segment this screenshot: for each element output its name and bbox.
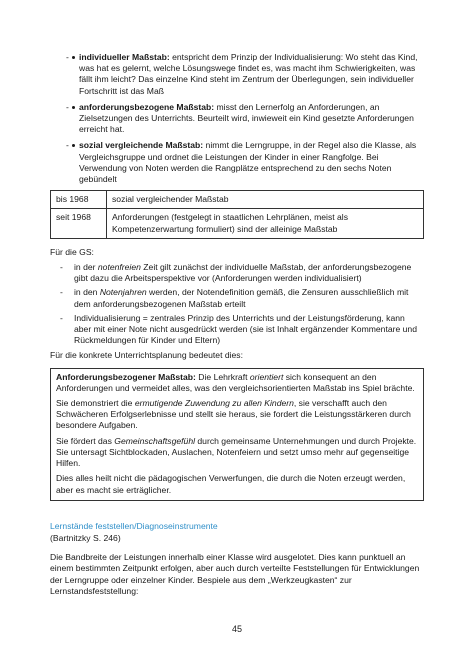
bullet-icon bbox=[72, 144, 75, 147]
item-emphasis: Notenjahren bbox=[99, 287, 147, 298]
list-item bbox=[50, 140, 424, 185]
bullet-text: entspricht dem Prinzip der Individualisierung: Wo steht das Kind, was hat es gelernt, welche Lösungswege findet es, was macht ihm Schwierigkeiten, was fällt ihm leicht? Das einzelne Kind steht im Zentrum der Überlegungen, sein individueller Fortschritt ist das Maß bbox=[79, 52, 418, 96]
bullet-term: sozial vergleichende Maßstab: bbox=[79, 140, 204, 151]
list-item bbox=[50, 287, 424, 309]
item-emphasis: notenfreien bbox=[97, 262, 141, 273]
box-text: Sie demonstriert die bbox=[56, 398, 135, 409]
box-text: sich konsequent an den Anforderungen und vermeidet alles, was den vergleichsorientierten Maßstab ins Spiel brächte. bbox=[56, 371, 415, 393]
list-item bbox=[50, 102, 424, 136]
box-paragraph bbox=[56, 436, 418, 470]
box-text: , sie verschafft auch den Schwächeren Erfolgserlebnisse und stellt sie heraus, sie fordert die Leistungsstärkeren durch besondere Aufgaben. bbox=[56, 398, 411, 431]
bullet-term: anforderungsbezogene Maßstab: bbox=[79, 101, 215, 112]
box-emphasis: Gemeinschaftsgefühl bbox=[114, 435, 196, 446]
box-paragraph bbox=[56, 398, 418, 432]
dash-marker: - bbox=[60, 312, 63, 323]
list-item bbox=[50, 52, 424, 97]
box-text: durch gemeinsame Unternehmungen und durch Projekte. Sie untersagt Sichtblockaden, Auslachen, Notenfeiern und setzt umso mehr auf gegenseitige Hilfen. bbox=[56, 435, 417, 469]
box-emphasis: orientiert bbox=[249, 371, 284, 382]
bullet-icon bbox=[72, 56, 75, 59]
section-heading: Lernstände feststellen/Diagnoseinstrumente bbox=[50, 520, 218, 531]
item-text: Zeit gilt zunächst der individuelle Maßstab, der anforderungsbezogene gibt dazu die Arbeitsperspektive vor (Anforderungen werden individualisiert) bbox=[74, 262, 412, 284]
box-text: Sie fördert das bbox=[56, 435, 115, 446]
box-text: Die Lehrkraft bbox=[195, 371, 250, 382]
gs-dash-list bbox=[50, 262, 424, 346]
section-reference: (Bartnitzky S. 246) bbox=[50, 532, 121, 543]
bullet-text: nimmt die Lerngruppe, in der Regel also die Klasse, als Vergleichsgruppe und ordnet die Leistungen der Kinder in einer Rangfolge. Bei Verwendung von Noten werden die Rangplätze entsprechend zu den sechs Noten gebündelt bbox=[79, 140, 417, 185]
table-cell-standard: Anforderungen (festgelegt in staatlichen Lehrplänen, meist als Kompetenzerwartung formuliert) sind der alleinige Maßstab bbox=[107, 209, 424, 238]
item-text: werden, der Notendefinition gemäß, die Zensuren ausschließlich mit dem anforderungsbezogenen Maßstab erteilt bbox=[74, 287, 409, 309]
list-item bbox=[50, 313, 424, 347]
dash-marker: - bbox=[66, 140, 69, 151]
box-paragraph: Dies alles heilt nicht die pädagogischen Verwerfungen, die durch die Noten erzeugt werden, aber es macht sie erträglicher. bbox=[56, 473, 406, 495]
dash-marker: - bbox=[66, 101, 69, 112]
table-row bbox=[51, 191, 424, 209]
item-text: Individualisierung = zentrales Prinzip des Unterrichts und der Leistungsförderung, kann aber mit einer Note nicht ausgedrückt werden (sie ist Inhalt ergänzender Kommentare und Rückmeldungen für Kinder und Eltern) bbox=[74, 312, 417, 346]
planning-heading: Für die konkrete Unterrichtsplanung bedeutet dies: bbox=[50, 350, 243, 361]
item-text: in den bbox=[74, 287, 100, 298]
item-text: in der bbox=[74, 262, 98, 273]
bullet-icon bbox=[72, 106, 75, 109]
dash-marker: - bbox=[66, 52, 69, 62]
page-number: 45 bbox=[231, 624, 242, 634]
table-cell-period: bis 1968 bbox=[51, 191, 107, 209]
table-cell-standard: sozial vergleichender Maßstab bbox=[107, 191, 424, 209]
list-item bbox=[50, 262, 424, 284]
era-table bbox=[50, 190, 424, 239]
gs-heading: Für die GS: bbox=[50, 246, 94, 257]
dash-marker: - bbox=[60, 287, 63, 298]
box-term: Anforderungsbezogener Maßstab: bbox=[56, 371, 196, 382]
standards-bullet-list bbox=[50, 52, 424, 185]
table-cell-period: seit 1968 bbox=[51, 209, 107, 238]
bullet-text: misst den Lernerfolg an Anforderungen, an Zielsetzungen des Unterrichts. Beurteilt wird, inwieweit ein Kind gesetzte Anforderungen erreicht hat. bbox=[79, 101, 414, 135]
planning-box bbox=[50, 368, 424, 501]
section-body: Die Bandbreite der Leistungen innerhalb einer Klasse wird ausgelotet. Dies kann punktuell an einem bestimmten Zeitpunkt erfolgen, aber auch durch verteilte Feststellungen für Entwicklungen der Lerngruppe oder einzelner Kinder. Bespiele aus dem „Werkzeugkasten“ zur Lernstandsfeststellung: bbox=[50, 552, 420, 596]
bullet-term: individueller Maßstab: bbox=[79, 52, 170, 62]
table-row bbox=[51, 209, 424, 238]
box-paragraph bbox=[56, 372, 418, 394]
box-emphasis: ermutigende Zuwendung zu allen Kindern bbox=[134, 398, 294, 409]
dash-marker: - bbox=[60, 262, 63, 273]
page-content bbox=[50, 52, 424, 597]
